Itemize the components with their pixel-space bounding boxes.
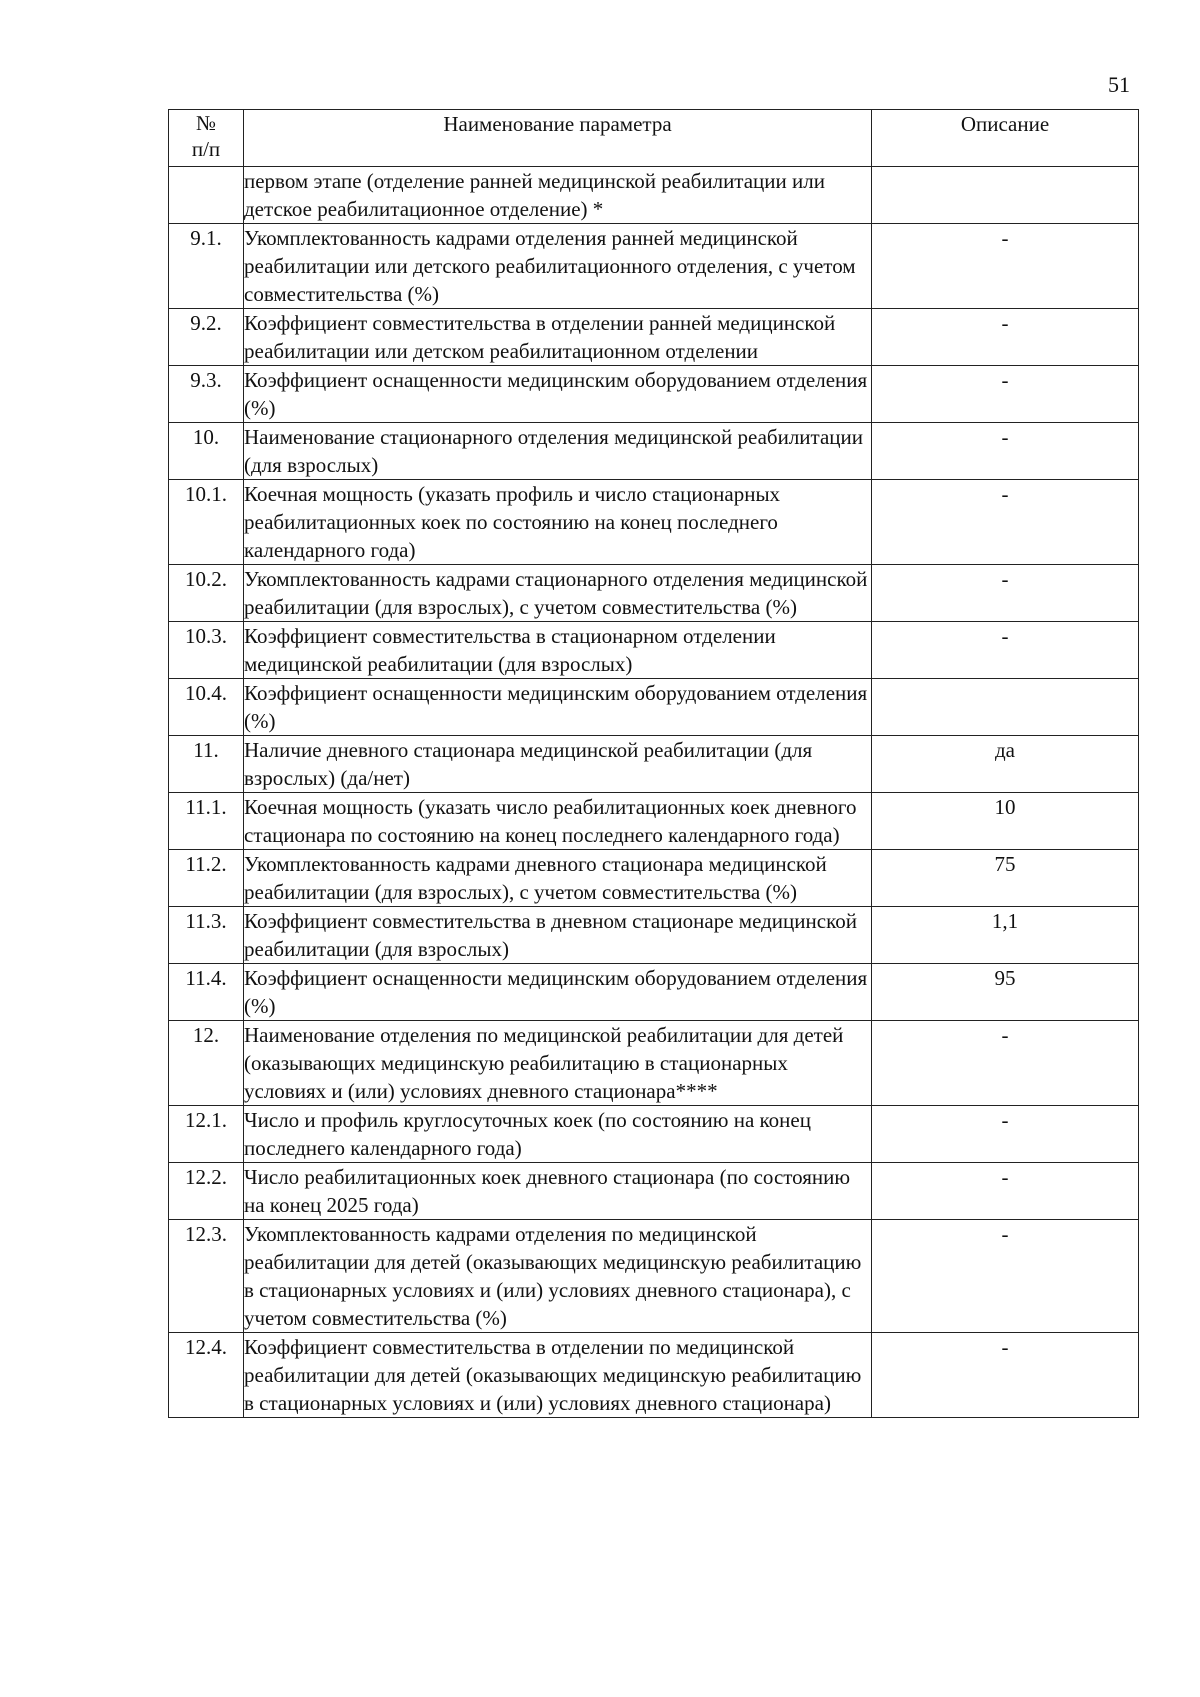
table-row xyxy=(169,907,1139,964)
row-description: - xyxy=(872,622,1139,679)
row-number: 12.3. xyxy=(169,1220,244,1333)
table-row xyxy=(169,793,1139,850)
row-number: 10.1. xyxy=(169,480,244,565)
row-description: - xyxy=(872,224,1139,309)
row-description: - xyxy=(872,1333,1139,1418)
row-description: - xyxy=(872,366,1139,423)
row-parameter-name: Укомплектованность кадрами отделения по медицинской реабилитации для детей (оказывающих медицинскую реабилитацию в стационарных условиях и (или) условиях дневного стационара), с учетом совместительства (%) xyxy=(244,1220,872,1333)
table-row xyxy=(169,1021,1139,1106)
table-header-row xyxy=(169,110,1139,167)
row-parameter-name: Наличие дневного стационара медицинской реабилитации (для взрослых) (да/нет) xyxy=(244,736,872,793)
header-parameter-name: Наименование параметра xyxy=(244,110,872,167)
table-row xyxy=(169,1220,1139,1333)
table-row xyxy=(169,1333,1139,1418)
row-number: 10.4. xyxy=(169,679,244,736)
table-row xyxy=(169,565,1139,622)
row-number: 12.2. xyxy=(169,1163,244,1220)
header-number xyxy=(169,110,244,167)
row-description: - xyxy=(872,1021,1139,1106)
row-description: 1,1 xyxy=(872,907,1139,964)
row-number: 12. xyxy=(169,1021,244,1106)
table-row xyxy=(169,167,1139,224)
table-row xyxy=(169,679,1139,736)
table-row xyxy=(169,309,1139,366)
row-description: 10 xyxy=(872,793,1139,850)
table-row xyxy=(169,964,1139,1021)
row-number xyxy=(169,167,244,224)
table-row xyxy=(169,224,1139,309)
row-parameter-name: Коэффициент совместительства в дневном стационаре медицинской реабилитации (для взрослых) xyxy=(244,907,872,964)
row-number: 9.3. xyxy=(169,366,244,423)
row-parameter-name: Коэффициент совместительства в отделении по медицинской реабилитации для детей (оказывающих медицинскую реабилитацию в стационарных условиях и (или) условиях дневного стационара) xyxy=(244,1333,872,1418)
header-number-label: № п/п xyxy=(191,111,221,161)
row-number: 11. xyxy=(169,736,244,793)
row-number: 12.4. xyxy=(169,1333,244,1418)
table-row xyxy=(169,480,1139,565)
row-number: 11.2. xyxy=(169,850,244,907)
row-parameter-name: Коечная мощность (указать число реабилитационных коек дневного стационара по состоянию на конец последнего календарного года) xyxy=(244,793,872,850)
row-number: 11.1. xyxy=(169,793,244,850)
parameters-table xyxy=(168,109,1139,1418)
row-number: 9.1. xyxy=(169,224,244,309)
row-parameter-name: Коэффициент оснащенности медицинским оборудованием отделения (%) xyxy=(244,366,872,423)
row-description: - xyxy=(872,309,1139,366)
row-parameter-name: Коечная мощность (указать профиль и число стационарных реабилитационных коек по состоянию на конец последнего календарного года) xyxy=(244,480,872,565)
table-row xyxy=(169,1106,1139,1163)
page-number: 51 xyxy=(1108,72,1130,97)
row-number: 11.3. xyxy=(169,907,244,964)
row-description: - xyxy=(872,423,1139,480)
row-description: - xyxy=(872,565,1139,622)
header-description: Описание xyxy=(872,110,1139,167)
row-number: 9.2. xyxy=(169,309,244,366)
row-parameter-name: Укомплектованность кадрами отделения ранней медицинской реабилитации или детского реабилитационного отделения, с учетом совместительства (%) xyxy=(244,224,872,309)
row-parameter-name: Укомплектованность кадрами стационарного отделения медицинской реабилитации (для взрослых), с учетом совместительства (%) xyxy=(244,565,872,622)
row-description: - xyxy=(872,1106,1139,1163)
row-parameter-name: Коэффициент оснащенности медицинским оборудованием отделения (%) xyxy=(244,679,872,736)
row-description xyxy=(872,679,1139,736)
row-description: - xyxy=(872,1220,1139,1333)
row-number: 10. xyxy=(169,423,244,480)
table-row xyxy=(169,1163,1139,1220)
row-description: 95 xyxy=(872,964,1139,1021)
row-parameter-name: Число реабилитационных коек дневного стационара (по состоянию на конец 2025 года) xyxy=(244,1163,872,1220)
row-number: 10.3. xyxy=(169,622,244,679)
row-number: 11.4. xyxy=(169,964,244,1021)
table-row xyxy=(169,622,1139,679)
row-parameter-name: Наименование стационарного отделения медицинской реабилитации (для взрослых) xyxy=(244,423,872,480)
row-parameter-name: Наименование отделения по медицинской реабилитации для детей (оказывающих медицинскую реабилитацию в стационарных условиях и (или) условиях дневного стационара**** xyxy=(244,1021,872,1106)
row-description xyxy=(872,167,1139,224)
row-description: да xyxy=(872,736,1139,793)
table-row xyxy=(169,736,1139,793)
row-parameter-name: Коэффициент оснащенности медицинским оборудованием отделения (%) xyxy=(244,964,872,1021)
row-description: - xyxy=(872,1163,1139,1220)
row-parameter-name: первом этапе (отделение ранней медицинской реабилитации или детское реабилитационное отделение) * xyxy=(244,167,872,224)
row-parameter-name: Коэффициент совместительства в стационарном отделении медицинской реабилитации (для взрослых) xyxy=(244,622,872,679)
table-row xyxy=(169,366,1139,423)
row-parameter-name: Число и профиль круглосуточных коек (по состоянию на конец последнего календарного года) xyxy=(244,1106,872,1163)
table-row xyxy=(169,850,1139,907)
row-number: 12.1. xyxy=(169,1106,244,1163)
row-description: 75 xyxy=(872,850,1139,907)
row-parameter-name: Укомплектованность кадрами дневного стационара медицинской реабилитации (для взрослых), с учетом совместительства (%) xyxy=(244,850,872,907)
table-row xyxy=(169,423,1139,480)
row-number: 10.2. xyxy=(169,565,244,622)
row-description: - xyxy=(872,480,1139,565)
row-parameter-name: Коэффициент совместительства в отделении ранней медицинской реабилитации или детском реабилитационном отделении xyxy=(244,309,872,366)
